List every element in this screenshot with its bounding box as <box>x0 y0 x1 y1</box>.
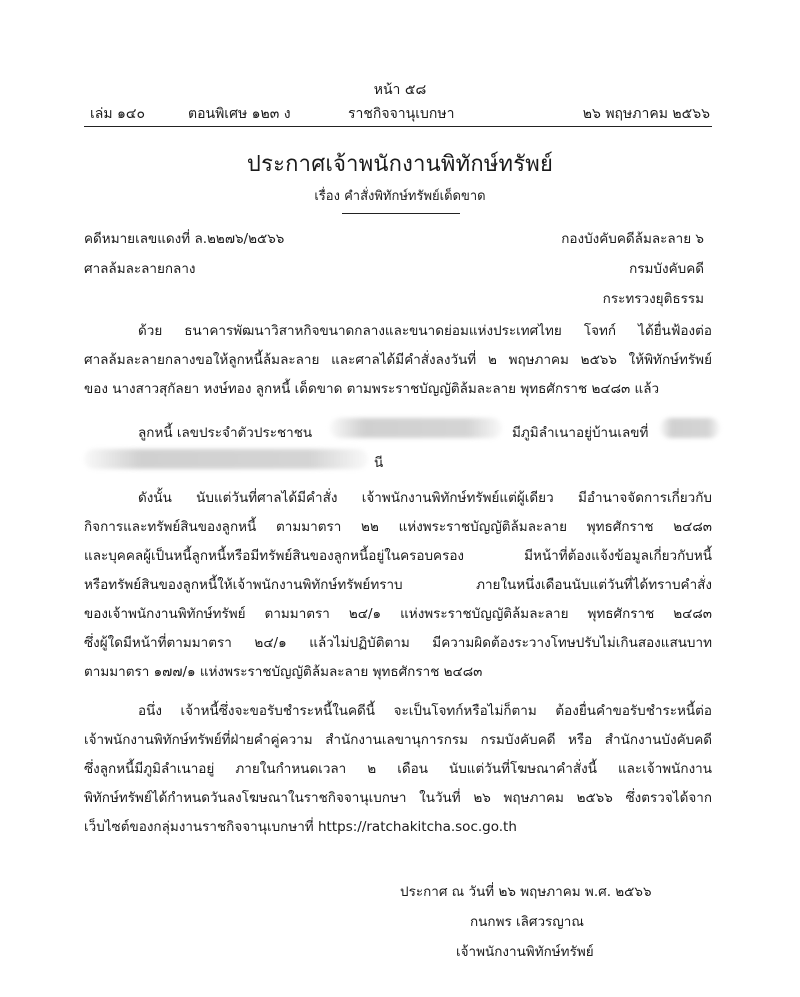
volume: เล่ม ๑๔๐ <box>90 106 146 122</box>
paragraph-line: ของเจ้าพนักงานพิทักษ์ทรัพย์ ตามมาตรา ๒๔/๑ แห่งพระราชบัญญัติล้มละลาย พุทธศักราช ๒๔๘๓ <box>84 606 712 622</box>
redacted-id <box>330 417 502 438</box>
paragraph-1 <box>84 317 712 404</box>
announcement-subject: เรื่อง คำสั่งพิทักษ์ทรัพย์เด็ดขาด <box>314 189 486 204</box>
signer-name: กนกพร เลิศวรญาณ <box>470 914 584 930</box>
paragraph-line: หรือทรัพย์สินของลูกหนี้ให้เจ้าพนักงานพิทักษ์ทรัพย์ทราบ ภายในหนึ่งเดือนนับแต่วันที่ได้ทราบคำสั่ง <box>84 577 712 593</box>
paragraph-line: เจ้าพนักงานพิทักษ์ทรัพย์ที่ฝ่ายคำคู่ความ สำนักงานเลขานุการกรม กรมบังคับคดี หรือ สำนักงานบังคับคดี <box>84 732 712 748</box>
paragraph-3 <box>84 697 712 842</box>
redacted-address-start <box>660 417 720 438</box>
gazette-date: ๒๖ พฤษภาคม ๒๕๖๖ <box>582 106 710 122</box>
paragraph-line: ตามมาตรา ๑๗๗/๑ แห่งพระราชบัญญัติล้มละลาย พุทธศักราช ๒๔๘๓ <box>84 664 483 680</box>
paragraph-line: ซึ่งลูกหนี้มีภูมิลำเนาอยู่ ภายในกำหนดเวลา ๒ เดือน นับแต่วันที่โฆษณาคำสั่งนี้ และเจ้าพนักงาน <box>84 761 712 777</box>
court-name: ศาลล้มละลายกลาง <box>84 261 196 277</box>
paragraph-line: พิทักษ์ทรัพย์ได้กำหนดวันลงโฆษณาในราชกิจจานุเบกษา ในวันที่ ๒๖ พฤษภาคม ๒๕๖๖ ซึ่งตรวจได้จาก <box>84 790 712 806</box>
domicile-label: มีภูมิลำเนาอยู่บ้านเลขที่ <box>512 425 649 441</box>
ministry-name: กระทรวงยุติธรรม <box>602 291 704 307</box>
paragraph-line: และบุคคลผู้เป็นหนี้ลูกหนี้หรือมีทรัพย์สินของลูกหนี้อยู่ในครอบครอง มีหน้าที่ต้องแจ้งข้อมูลเกี่ยวกับหนี้ <box>84 548 712 564</box>
case-number: คดีหมายเลขแดงที่ ล.๒๒๗๖/๒๕๖๖ <box>84 231 285 247</box>
gazette-name: ราชกิจจานุเบกษา <box>348 106 455 122</box>
debtor-id-label: ลูกหนี้ เลขประจำตัวประชาชน <box>138 425 313 441</box>
header-rule <box>84 126 712 127</box>
title-rule <box>342 213 460 214</box>
redacted-address <box>84 448 368 469</box>
paragraph-2 <box>84 484 712 687</box>
page-number: หน้า ๕๘ <box>373 82 427 98</box>
announcement-title: ประกาศเจ้าพนักงานพิทักษ์ทรัพย์ <box>246 152 554 177</box>
issue: ตอนพิเศษ ๑๒๓ ง <box>188 106 291 122</box>
paragraph-line: ศาลล้มละลายกลางขอให้ลูกหนี้ล้มละลาย และศาลได้มีคำสั่งลงวันที่ ๒ พฤษภาคม ๒๕๖๖ ให้พิทักษ์ทรัพย์ <box>84 352 712 368</box>
paragraph-line: เว็บไซต์ของกลุ่มงานราชกิจจานุเบกษาที่ https://ratchakitcha.soc.go.th <box>84 819 517 835</box>
announcement-date: ประกาศ ณ วันที่ ๒๖ พฤษภาคม พ.ศ. ๒๕๖๖ <box>400 884 652 900</box>
paragraph-line: อนึ่ง เจ้าหนี้ซึ่งจะขอรับชำระหนี้ในคดีนี้ จะเป็นโจทก์หรือไม่ก็ตาม ต้องยื่นคำขอรับชำระหนี้ต่อ <box>138 703 712 719</box>
paragraph-line: ด้วย ธนาคารพัฒนาวิสาหกิจขนาดกลางและขนาดย่อมแห่งประเทศไทย โจทก์ ได้ยื่นฟ้องต่อ <box>138 323 712 339</box>
office-name: กองบังคับคดีล้มละลาย ๖ <box>561 231 704 247</box>
debtor-line-end: นี <box>374 455 384 471</box>
signer-position: เจ้าพนักงานพิทักษ์ทรัพย์ <box>456 944 594 960</box>
paragraph-line: ของ นางสาวสุกัลยา หงษ์ทอง ลูกหนี้ เด็ดขาด ตามพระราชบัญญัติล้มละลาย พุทธศักราช ๒๔๘๓ แล้ว <box>84 381 660 397</box>
paragraph-line: ซึ่งผู้ใดมีหน้าที่ตามมาตรา ๒๔/๑ แล้วไม่ปฏิบัติตาม มีความผิดต้องระวางโทษปรับไม่เกินสองแสนบาท <box>84 635 712 651</box>
paragraph-line: กิจการและทรัพย์สินของลูกหนี้ ตามมาตรา ๒๒ แห่งพระราชบัญญัติล้มละลาย พุทธศักราช ๒๔๘๓ <box>84 519 712 535</box>
department-name: กรมบังคับคดี <box>629 261 704 277</box>
paragraph-line: ดังนั้น นับแต่วันที่ศาลได้มีคำสั่ง เจ้าพนักงานพิทักษ์ทรัพย์แต่ผู้เดียว มีอำนาจจัดการเกี่ยวกับ <box>138 490 712 506</box>
